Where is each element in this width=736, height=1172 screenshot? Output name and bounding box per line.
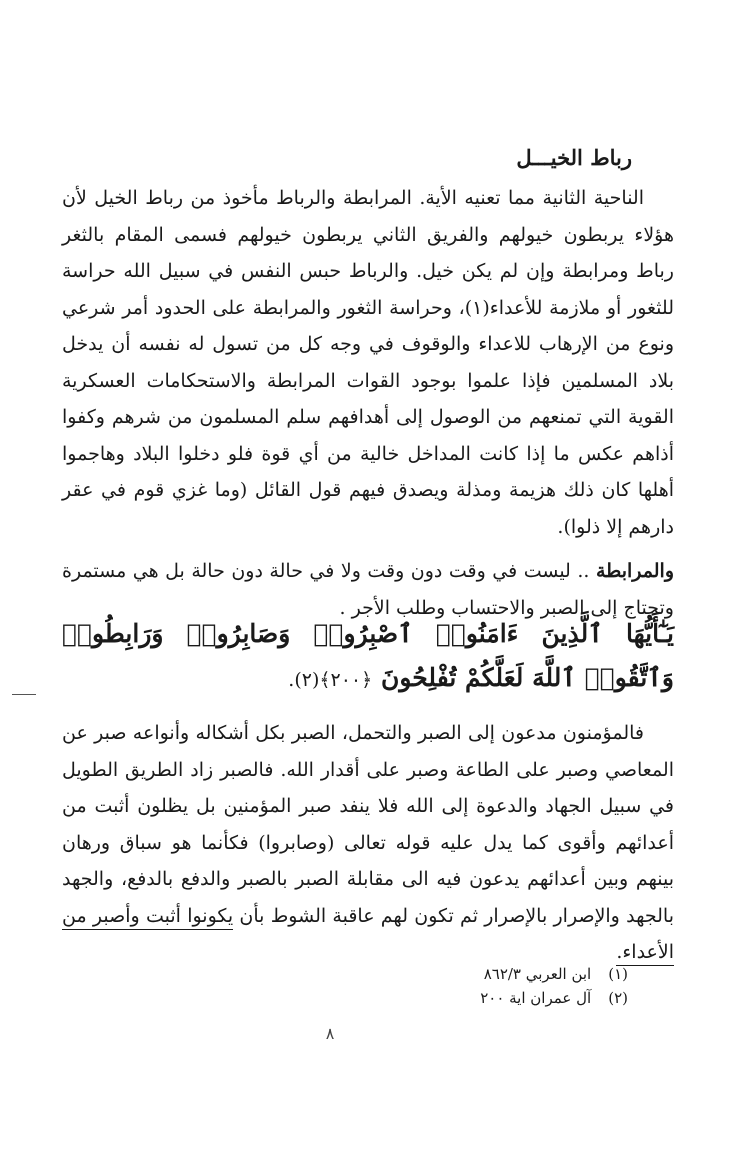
paragraph-text: الناحية الثانية مما تعنيه الأية. المرابطة والرباط مأخوذ من رباط الخيل لأن هؤلاء يربطون خيولهم والفريق الثاني يربطون خيولهم فسمى المقام بالثغر رباط ومرابطة وإن لم يكن خيل. والرباط حبس النفس في سبيل الله حراسة للثغور أو ملازمة للأعداء(١)، وحراسة الثغور والمرابطة على الحدود أمر شرعي ونوع من الإرهاب للاعداء والوقوف في وجه كل من تسول له نفسه أن يدخل بلاد المسلمين فإذا علموا بوجود القوات المرابطة والاستحكامات العسكرية القوية التي تمنعهم من الوصول إلى أهدافهم سلم المسلمون من شرهم وكفوا أذاهم عكس ما إذا كانت المداخل خالية من أي قوة فلو دخلوا البلاد وهاجموا أهلها كان ذلك هزيمة ومذلة ويصدق فيهم قول القائل (وما غزي قوم في عقر دارهم إلا ذلوا). [62,187,675,538]
footnote-number: (٢) [608,989,628,1007]
paragraph-lead-word: والمرابطة [595,560,674,582]
quran-verse [62,612,674,702]
section-heading: رباط الخيـــل [516,145,632,170]
footnote-text: آل عمران اية ٢٠٠ [480,989,592,1007]
margin-mark [12,694,36,695]
verse-number: ﴿٢٠٠﴾(٢). [288,669,373,691]
footnote-text: ابن العربي ٨٦٢/٣ [483,965,592,983]
underlined-text: يكونوا أثبت وأصبر من الأعداء. [62,905,674,967]
footnote-1 [480,962,628,986]
paragraph-text: فالمؤمنون مدعون إلى الصبر والتحمل، الصبر بكل أشكاله وأنواعه صبر عن المعاصي وصبر على الطاعة وصبر على أقدار الله. فالصبر زاد الطريق الطويل في سبيل الجهاد والدعوة إلى الله فلا ينفد صبر المؤمنين بل يظلون أثبت من أعدائهم وأقوى كما يدل عليه قوله تعالى (وصابروا) فكأنما هو سباق ورهان بينهم وبين أعدائهم يدعون فيه الى مقابلة الصبر بالصبر والدفع بالدفع، والجهد بالجهد والإصرار بالإصرار ثم تكون لهم عاقبة الشوط بأن [62,722,674,927]
paragraph-text: .. ليست في وقت دون وقت ولا في حالة دون حالة بل هي مستمرة وتحتاج إلى الصبر والاحتساب وطلب الأجر . [62,560,674,619]
footnote-2 [480,986,628,1010]
paragraph-ribat-al-khayl [62,180,674,545]
footnotes [480,962,628,1010]
verse-text: يَـٰٓأَيُّهَا ٱلَّذِينَ ءَامَنُوا۟ ٱصْبِرُوا۟ وَصَابِرُوا۟ وَرَابِطُوا۟ وَٱتَّقُوا۟ ٱللَّهَ لَعَلَّكُمْ تُفْلِحُونَ [62,619,674,692]
footnote-number: (١) [608,965,628,983]
paragraph-patience [62,715,674,971]
page-number: ٨ [325,1024,335,1043]
